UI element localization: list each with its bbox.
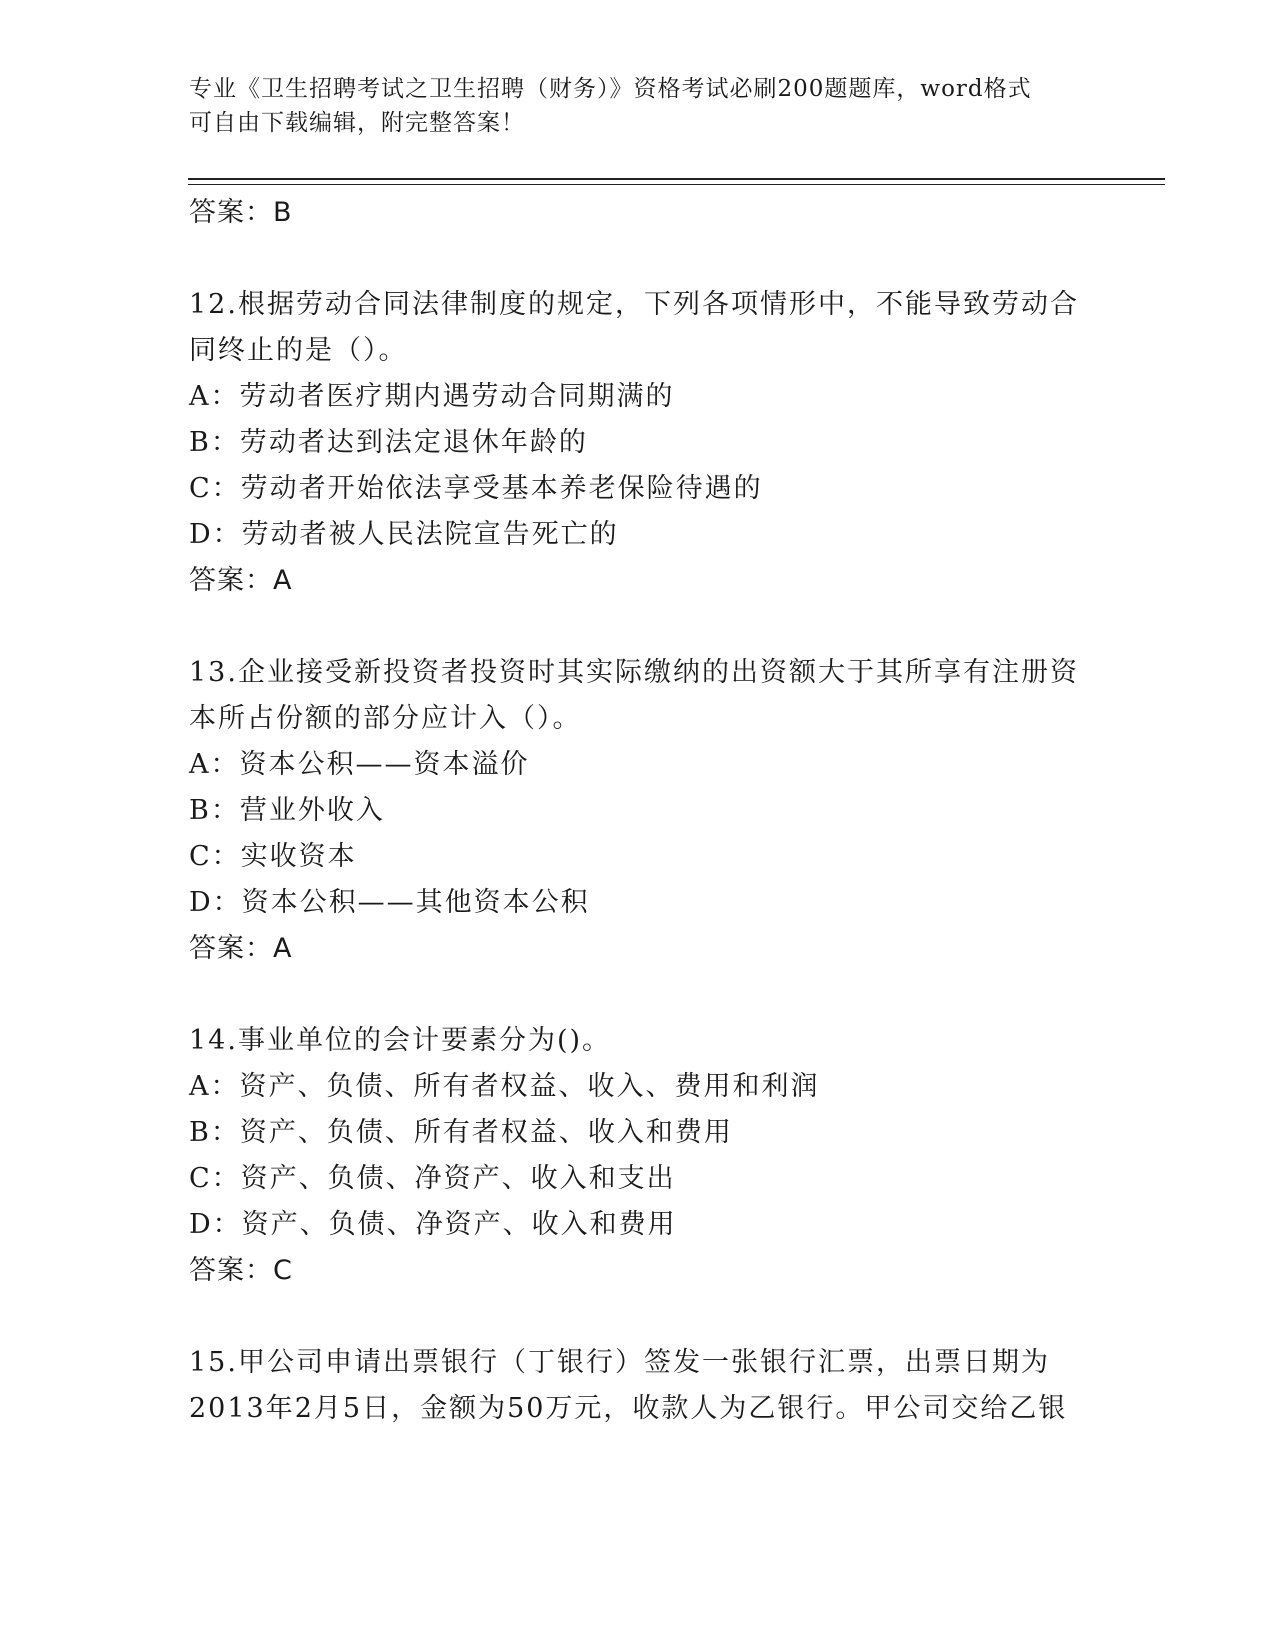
header-line-2: 可自由下载编辑，附完整答案！: [189, 110, 525, 136]
header-rule-thin: [188, 184, 1165, 185]
spacer: [189, 1294, 1139, 1340]
question-15: [189, 1340, 1139, 1432]
question-13: [189, 650, 1139, 972]
spacer: [189, 604, 1139, 650]
document-header: [189, 72, 1089, 140]
option-b: B：资产、负债、所有者权益、收入和费用: [189, 1117, 733, 1148]
answer-line: 答案：A: [189, 565, 293, 596]
option-b: B：劳动者达到法定退休年龄的: [189, 427, 588, 458]
answer-line: 答案：B: [189, 197, 293, 228]
option-a: A：劳动者医疗期内遇劳动合同期满的: [189, 381, 675, 412]
question-stem: 13.企业接受新投资者投资时其实际缴纳的出资额大于其所享有注册资: [189, 657, 1079, 688]
answer-line: 答案：C: [189, 1255, 293, 1286]
question-stem: 同终止的是（）。: [189, 335, 408, 366]
question-stem: 14.事业单位的会计要素分为()。: [189, 1025, 612, 1056]
option-a: A：资本公积——资本溢价: [189, 749, 530, 780]
option-d: D：资产、负债、净资产、收入和费用: [189, 1209, 677, 1240]
spacer: [189, 972, 1139, 1018]
question-stem: 本所占份额的部分应计入（）。: [189, 703, 582, 734]
question-12: [189, 282, 1139, 604]
option-a: A：资产、负债、所有者权益、收入、费用和利润: [189, 1071, 820, 1102]
answer-line: 答案：A: [189, 933, 293, 964]
header-line-1: 专业《卫生招聘考试之卫生招聘（财务）》资格考试必刷200题题库，word格式: [189, 76, 1032, 102]
option-d: D：劳动者被人民法院宣告死亡的: [189, 519, 619, 550]
option-d: D：资本公积——其他资本公积: [189, 887, 590, 918]
question-stem: 15.甲公司申请出票银行（丁银行）签发一张银行汇票，出票日期为: [189, 1347, 1050, 1378]
option-c: C：资产、负债、净资产、收入和支出: [189, 1163, 676, 1194]
question-14: [189, 1018, 1139, 1294]
question-stem: 12.根据劳动合同法律制度的规定，下列各项情形中，不能导致劳动合: [189, 289, 1079, 320]
question-list: [189, 190, 1139, 1432]
header-rule-thick: [188, 178, 1165, 180]
option-b: B：营业外收入: [189, 795, 385, 826]
spacer: [189, 236, 1139, 282]
option-c: C：劳动者开始依法享受基本养老保险待遇的: [189, 473, 763, 504]
question-stem: 2013年2月5日，金额为50万元，收款人为乙银行。甲公司交给乙银: [189, 1393, 1068, 1424]
option-c: C：实收资本: [189, 841, 357, 872]
